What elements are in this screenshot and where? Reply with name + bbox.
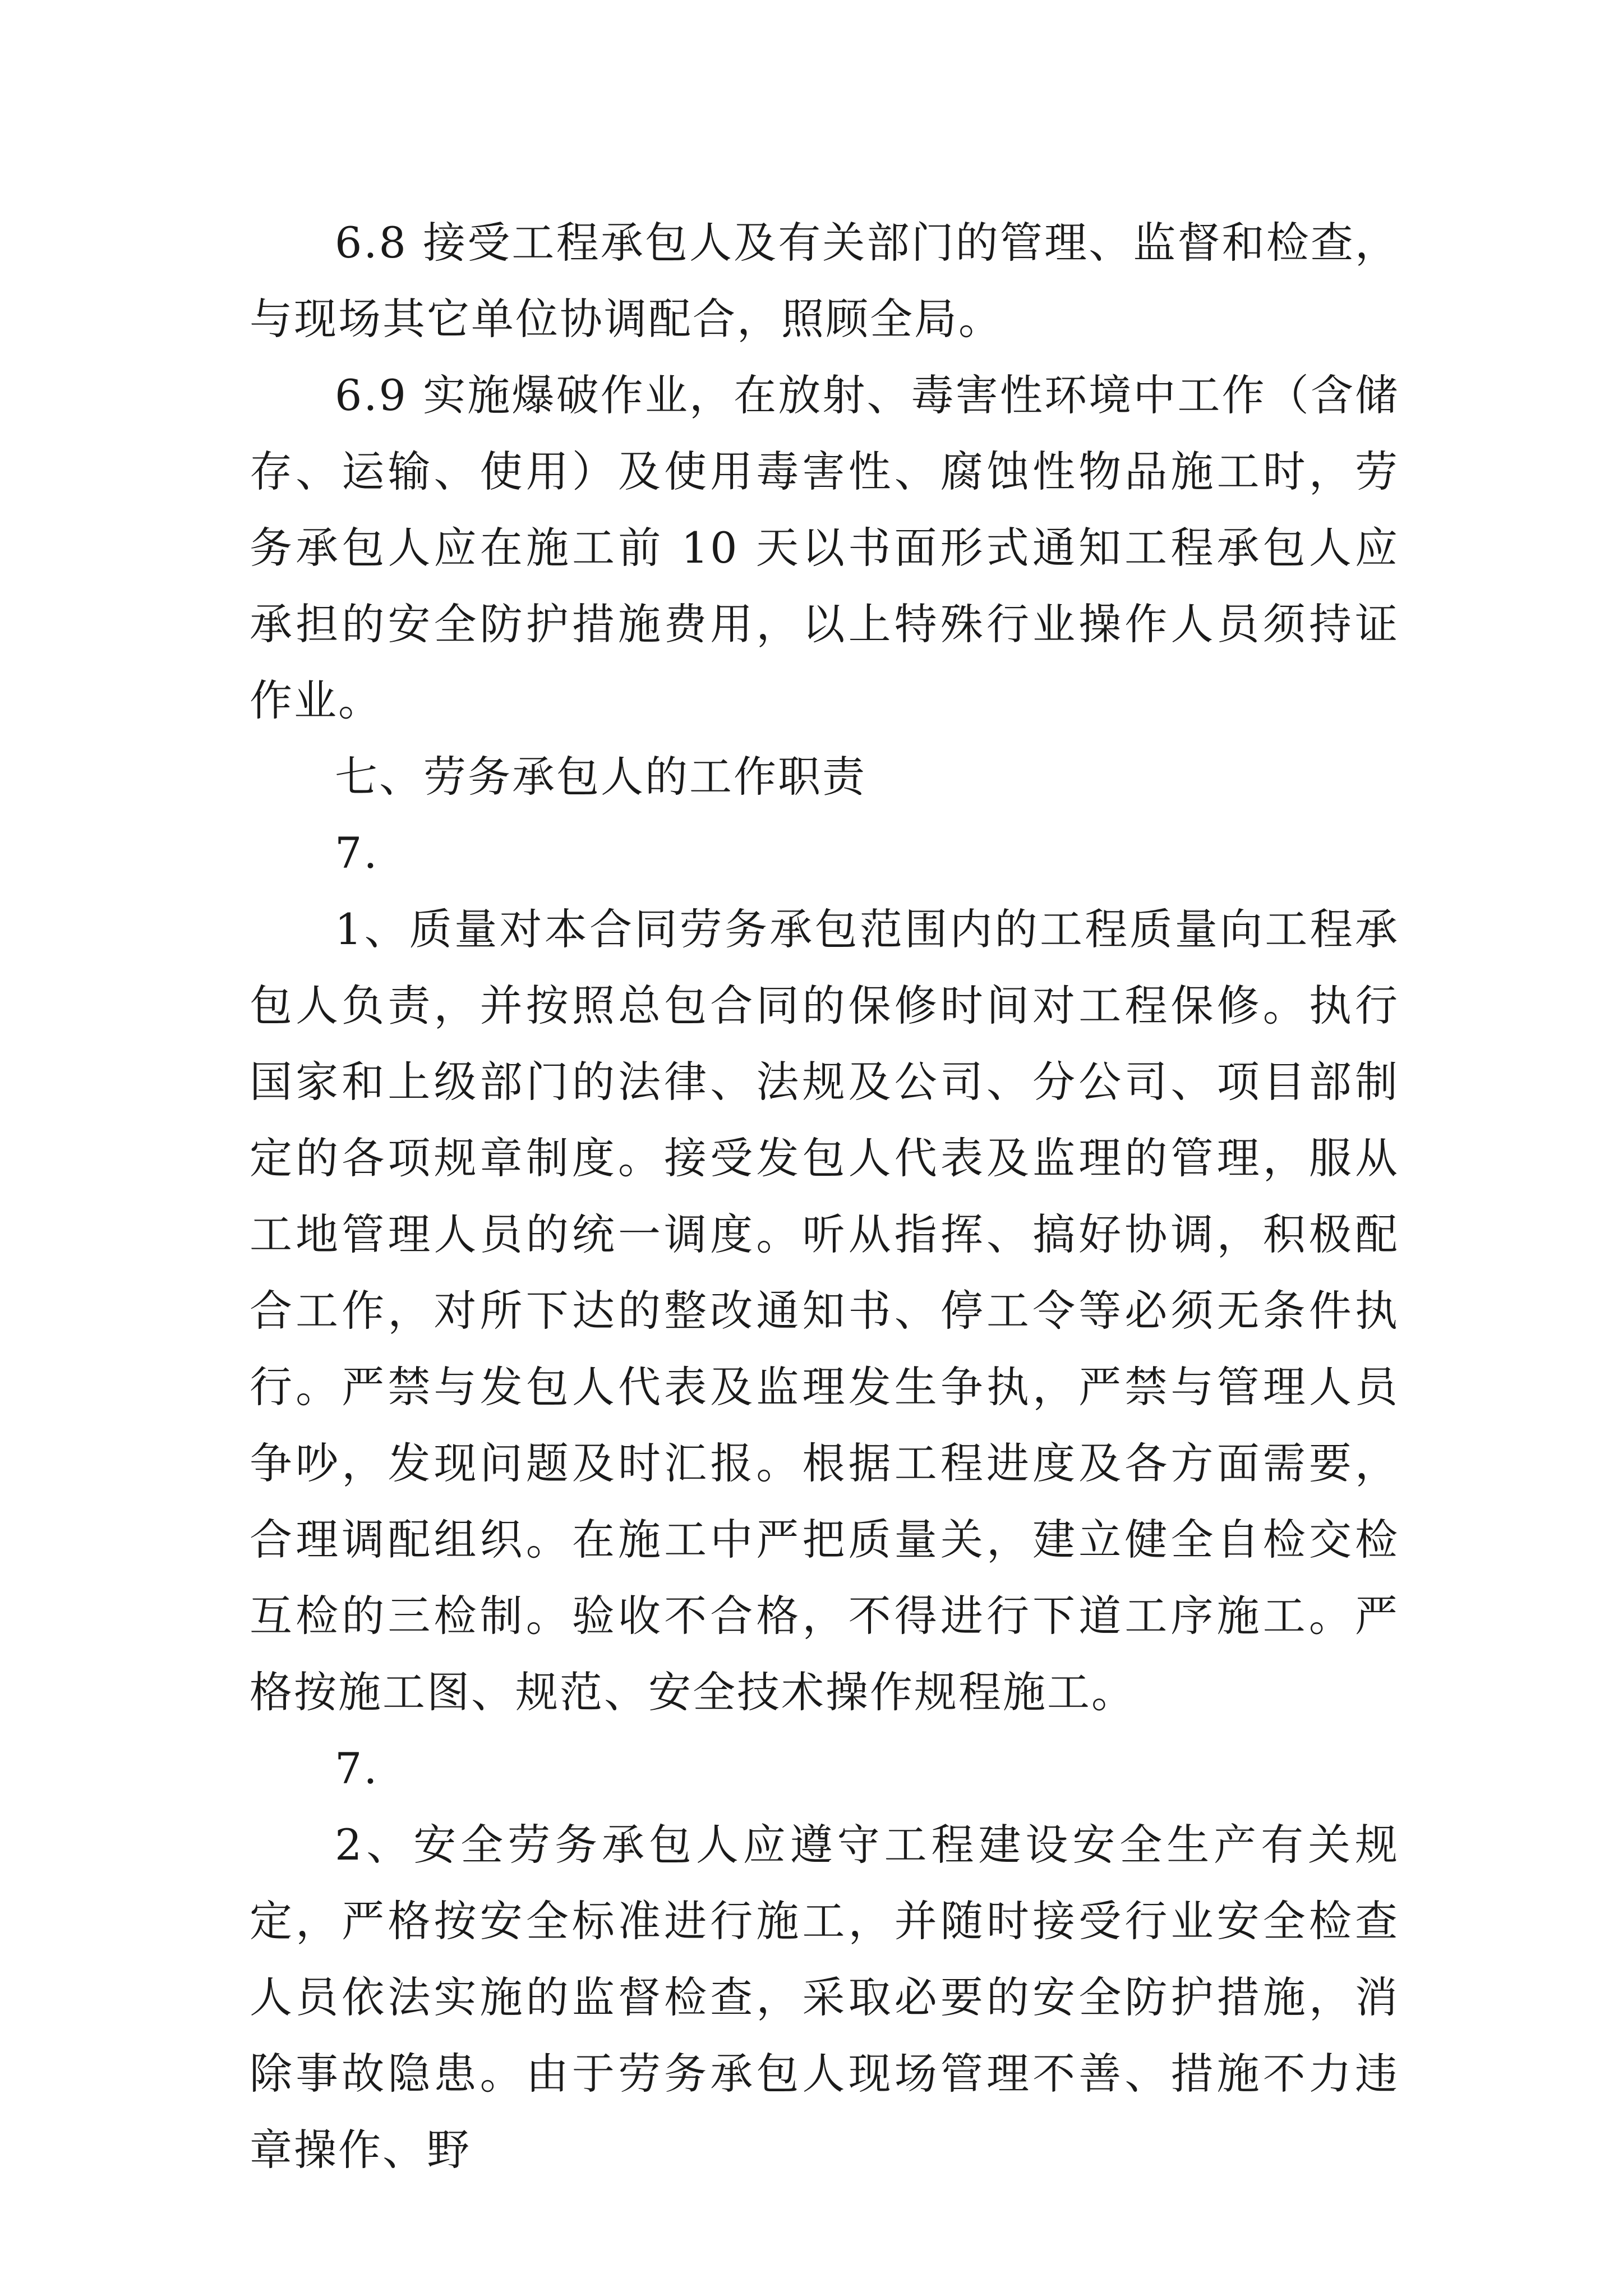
paragraph-number-7-2: 7. xyxy=(335,1743,379,1793)
paragraph-number-7-1: 7. xyxy=(335,828,379,878)
paragraph-quality: 1、质量对本合同劳务承包范围内的工程质量向工程承包人负责，并按照总包合同的保修时间对工程保修。执行国家和上级部门的法律、法规及公司、分公司、项目部制定的各项规章制度。接受发包人代表及监理的管理，服从工地管理人员的统一调度。听从指挥、搞好协调，积极配合工作，对所下达的整改通知书、停工令等必须无条件执行。严禁与发包人代表及监理发生争执，严禁与管理人员争吵，发现问题及时汇报。根据工程进度及各方面需要，合理调配组织。在施工中严把质量关，建立健全自检交检互检的三检制。验收不合格，不得进行下道工序施工。严格按施工图、规范、安全技术操作规程施工。 xyxy=(250,904,1399,1717)
section-heading-7: 七、劳务承包人的工作职责 xyxy=(335,752,866,802)
paragraph-6-9: 6.9 实施爆破作业，在放射、毒害性环境中工作（含储存、运输、使用）及使用毒害性、腐蚀性物品施工时，劳务承包人应在施工前 10 天以书面形式通知工程承包人应承担的安全防护措施费用，以上特殊行业操作人员须持证作业。 xyxy=(250,370,1399,725)
paragraph-6-8: 6.8 接受工程承包人及有关部门的管理、监督和检查，与现场其它单位协调配合，照顾全局。 xyxy=(250,218,1399,344)
document-body xyxy=(250,205,1399,2188)
paragraph-safety: 2、安全劳务承包人应遵守工程建设安全生产有关规定，严格按安全标准进行施工，并随时接受行业安全检查人员依法实施的监督检查，采取必要的安全防护措施，消除事故隐患。由于劳务承包人现场管理不善、措施不力违章操作、野 xyxy=(250,1820,1399,2175)
